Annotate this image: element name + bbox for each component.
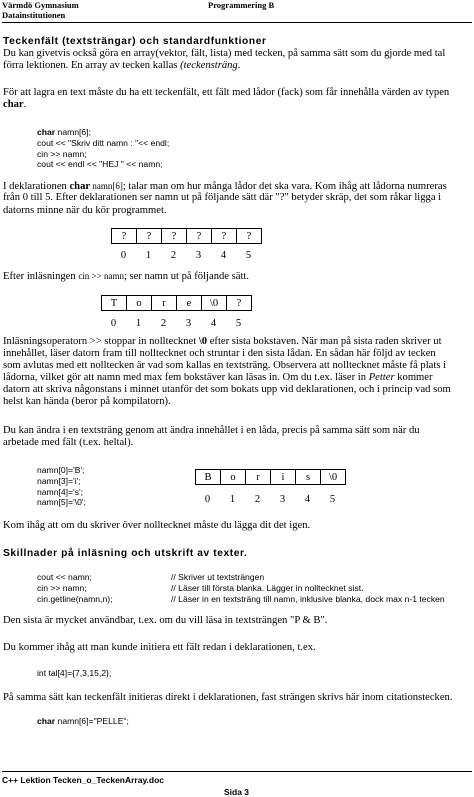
code-line: cout << endl << "HEJ " << namn; — [37, 159, 163, 170]
io-code-table — [37, 572, 445, 604]
text-run: ; ser namn ut på följande sätt. — [123, 271, 249, 282]
italic-term: Petter — [368, 372, 395, 383]
code-line: cin >> namn; — [37, 148, 87, 159]
keyword: char — [3, 99, 24, 110]
paragraph-line: arbetade med fält (t.ex. heltal). — [3, 437, 134, 448]
array-cell: i — [271, 470, 296, 485]
array-unset — [111, 228, 262, 244]
code-line: namn[0]='B'; — [37, 465, 85, 475]
code-block-1 — [37, 127, 169, 170]
text-run: . — [237, 60, 241, 71]
code-text: namn[6]="PELLE"; — [55, 716, 129, 726]
paragraph-line: helst kan hända (beror på kompilatorn). — [3, 396, 171, 407]
array-index: 5 — [329, 494, 336, 505]
code-line: namn[3]='i'; — [37, 475, 81, 486]
page-header — [2, 0, 472, 23]
paragraph-line: Du kan ändra i en textsträng genom att ändra innehållet i en låda, precis på samma sätt som när du — [3, 425, 420, 436]
school-name: Värmdö Gymnasium — [2, 0, 79, 10]
paragraph-line: datorns minne när du kör programmet. — [3, 205, 167, 216]
code-line: cout << "Skriv ditt namn : "<< endl; — [37, 137, 170, 148]
code-line — [37, 716, 129, 727]
array-cell: ? — [227, 296, 252, 311]
paragraph-line: Kom ihåg att om du skriver över nolltecknet måste du lägga dit det igen. — [3, 520, 311, 531]
page-number: Sida 3 — [224, 787, 250, 797]
italic-term: (teckensträng — [180, 60, 238, 71]
text-run: kommer — [394, 372, 433, 383]
text-run: efter sista bokstaven. När man på sista raden skriver ut — [207, 336, 442, 347]
paragraph-line: från 0 till 5. Efter deklarationen ser namn ut på följande sätt där "?" betyder skräp, det som råkar ligga i — [3, 192, 442, 203]
paragraph-line — [3, 60, 240, 72]
io-comment: // Skriver ut textsträngen — [171, 572, 265, 582]
array-cell: ? — [162, 229, 187, 244]
array-indices — [101, 318, 251, 329]
io-row — [37, 583, 445, 594]
array-index: 1 — [145, 250, 152, 261]
code-line: namn[5]='\0'; — [37, 497, 86, 508]
array-cell: T — [102, 296, 127, 311]
paragraph-line — [3, 336, 442, 348]
paragraph-line — [3, 372, 433, 384]
array-index: 3 — [279, 494, 286, 505]
io-row — [37, 594, 445, 605]
array-index: 2 — [254, 494, 261, 505]
keyword: char — [37, 716, 56, 726]
keyword: char — [69, 181, 91, 192]
text-run: I deklarationen — [3, 181, 70, 192]
array-cell: \0 — [321, 470, 346, 485]
code-block-2 — [37, 465, 86, 508]
text-run: Inläsningsoperatorn >> stoppar in nolltecknet — [3, 336, 199, 347]
array-index: 1 — [229, 494, 236, 505]
array-cell: o — [221, 470, 246, 485]
array-cell: r — [246, 470, 271, 485]
code-line: int tal[4]={7,3,15,2}; — [37, 668, 112, 678]
array-cell: ? — [137, 229, 162, 244]
array-cell: ? — [212, 229, 237, 244]
course-name: Programmering B — [208, 0, 275, 10]
paragraph-line: På samma sätt kan teckenfält initieras direkt i deklarationen, fast strängen skrivs här inom citationstecken. — [3, 692, 453, 703]
document-filename: C++ Lektion Tecken_o_TeckenArray.doc — [2, 775, 165, 785]
paragraph-line: Du kan givetvis också göra en array(vektor, fält, lista) med tecken, på samma sätt som du gjorde med tal — [3, 48, 446, 59]
array-index: 2 — [160, 318, 167, 329]
code-line: namn[4]='s'; — [37, 486, 84, 497]
paragraph-line: som avlutas med ett nolltecken är vad som kallas en textsträng. Observera att nolltecknet måste få plats i — [3, 360, 447, 371]
null-char: \0 — [198, 336, 208, 347]
array-index: 0 — [110, 318, 117, 329]
array-index: 3 — [195, 250, 202, 261]
array-cell: e — [177, 296, 202, 311]
array-modified — [195, 469, 346, 485]
text-run: lådorna, vilket gör att namn med max fem bokstäver kan läsas in. Om du t.ex. läser in — [3, 372, 369, 383]
io-row — [37, 572, 445, 583]
array-indices — [195, 494, 345, 505]
array-index: 4 — [304, 494, 311, 505]
array-index: 1 — [135, 318, 142, 329]
paragraph-line: Du kommer ihåg att man kunde initiera ett fält redan i deklarationen, t.ex. — [3, 642, 316, 653]
array-index: 5 — [235, 318, 242, 329]
text-run: ; talar man om hur många lådor det ska vara. Kom ihåg att lådorna numreras — [122, 181, 447, 192]
io-code: cout << namn; — [37, 572, 92, 582]
array-indices — [111, 250, 261, 261]
code-term: cin >> namn — [78, 271, 124, 281]
array-cell: B — [196, 470, 221, 485]
array-index: 3 — [185, 318, 192, 329]
array-index: 4 — [210, 318, 217, 329]
array-index: 4 — [220, 250, 227, 261]
page-footer — [2, 771, 472, 797]
io-comment: // Läser till första blanka. Lägger in nolltecknet sist. — [171, 582, 364, 593]
text-run: . — [23, 99, 27, 110]
array-cell: o — [127, 296, 152, 311]
array-cell: r — [152, 296, 177, 311]
section1-heading: Teckenfält (textsträngar) och standardfunktioner — [3, 36, 267, 47]
paragraph-line: datorn att skriva någonstans i minnet utanför det som bokats upp vid deklarationen, och i princip vad som — [3, 384, 451, 395]
code-line: char namn[6]; — [37, 127, 91, 137]
array-after-input — [101, 295, 252, 311]
io-comment: // Läser in en textsträng till namn, inklusive blanka, dock max n-1 tecken — [171, 593, 445, 604]
paragraph-line — [3, 270, 249, 283]
array-index: 0 — [204, 494, 211, 505]
io-code: cin >> namn; — [37, 582, 87, 593]
array-index: 5 — [245, 250, 252, 261]
array-cell: ? — [237, 229, 262, 244]
paragraph-line — [3, 99, 26, 111]
paragraph-line: Den sista är mycket användbar, t.ex. om du vill läsa in textsträngen "P & B". — [3, 615, 328, 626]
array-cell: \0 — [202, 296, 227, 311]
array-cell: ? — [112, 229, 137, 244]
text-run: förra lektionen. En array av tecken kallas — [3, 60, 181, 71]
array-cell: ? — [187, 229, 212, 244]
section2-heading: Skillnader på inläsning och utskrift av texter. — [3, 548, 248, 559]
array-cell: s — [296, 470, 321, 485]
paragraph-line: innehållet, läser datorn fram till nolltecknet och struntar i den sista lådan. En sådan här följd av tecken — [3, 348, 436, 359]
department-name: Datainstitutionen — [2, 10, 66, 20]
array-index: 0 — [120, 250, 127, 261]
paragraph-line: För att lagra en text måste du ha ett teckenfält, ett fält med lådor (fack) som får innehålla värden av typen — [3, 87, 450, 98]
array-index: 2 — [170, 250, 177, 261]
code-term: namn[6] — [90, 181, 123, 191]
io-code: cin.getline(namn,n); — [37, 593, 113, 604]
text-run: Efter inläsningen — [3, 271, 79, 282]
